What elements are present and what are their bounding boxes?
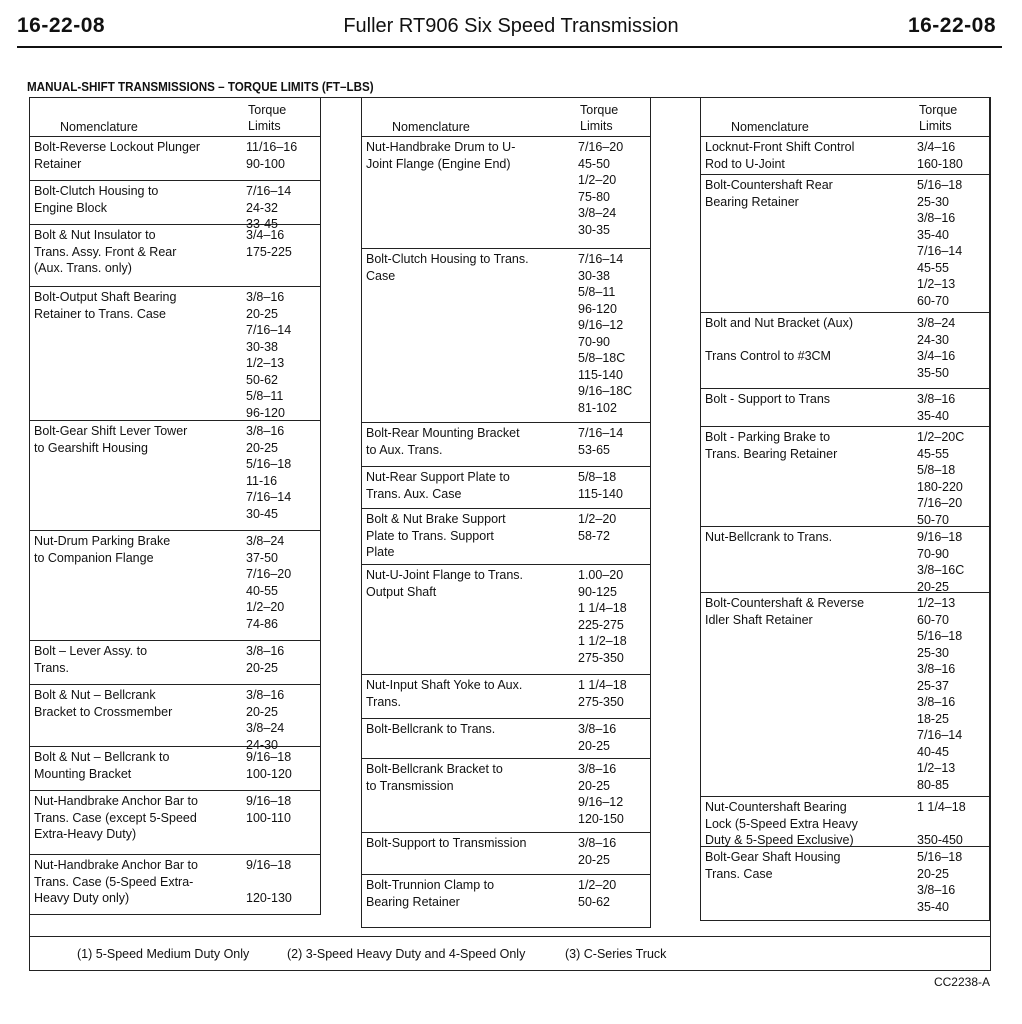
nomenclature-cell: Bolt-Rear Mounting Bracket to Aux. Trans. bbox=[366, 426, 520, 457]
nomenclature-cell: Bolt & Nut – Bellcrank to Mounting Bracket bbox=[34, 750, 170, 781]
table-row bbox=[30, 286, 320, 421]
header-torque-limits: Torque Limits bbox=[919, 103, 958, 133]
nomenclature-cell: Bolt-Countershaft Rear Bearing Retainer bbox=[705, 178, 833, 209]
nomenclature-cell: Bolt & Nut Insulator to Trans. Assy. Front & Rear (Aux. Trans. only) bbox=[34, 228, 177, 275]
table-row bbox=[362, 248, 650, 423]
nomenclature-cell: Nut-Handbrake Anchor Bar to Trans. Case (except 5-Speed Extra-Heavy Duty) bbox=[34, 794, 198, 841]
torque-limits-cell: 9/16–18 120-130 bbox=[246, 858, 292, 905]
nomenclature-cell: Bolt & Nut Brake Support Plate to Trans. Support Plate bbox=[366, 512, 506, 559]
nomenclature-cell: Bolt - Support to Trans bbox=[705, 392, 831, 406]
torque-limits-cell: 3/8–16 20-25 7/16–14 30-38 1/2–13 50-62 5/8–11 96-120 bbox=[246, 290, 292, 420]
table-header bbox=[362, 98, 650, 137]
table-row bbox=[362, 874, 650, 929]
torque-limits-cell: 3/8–16 20-25 bbox=[578, 836, 617, 867]
nomenclature-cell: Bolt-Countershaft & Reverse Idler Shaft Retainer bbox=[705, 596, 865, 627]
torque-table-3 bbox=[700, 97, 990, 921]
table-row bbox=[30, 790, 320, 855]
torque-limits-cell: 9/16–18 70-90 3/8–16C 20-25 bbox=[917, 530, 965, 594]
torque-limits-cell: 9/16–18 100-110 bbox=[246, 794, 292, 825]
nomenclature-cell: Nut-Handbrake Drum to U- Joint Flange (Engine End) bbox=[366, 140, 516, 171]
table-header bbox=[701, 98, 989, 137]
table-row bbox=[30, 640, 320, 685]
table-row bbox=[30, 684, 320, 752]
footnote-1: (1) 5-Speed Medium Duty Only bbox=[77, 947, 250, 961]
nomenclature-cell: Bolt-Bellcrank Bracket to to Transmission bbox=[366, 762, 503, 793]
torque-limits-cell: 1 1/4–18 350-450 bbox=[917, 800, 966, 847]
table-row bbox=[362, 466, 650, 509]
table-row bbox=[362, 832, 650, 875]
torque-limits-cell: 5/8–18 115-140 bbox=[578, 470, 623, 501]
torque-limits-cell: 1/2–13 60-70 5/16–18 25-30 3/8–16 25-37 3/8–16 18-25 7/16–14 40-45 1/2–13 80-85 bbox=[917, 596, 963, 792]
torque-limits-cell: 3/4–16 175-225 bbox=[246, 228, 292, 259]
table-row bbox=[30, 746, 320, 791]
footnotes bbox=[29, 936, 991, 972]
torque-limits-cell: 7/16–14 24-32 33-45 bbox=[246, 184, 292, 231]
table-row bbox=[362, 718, 650, 759]
table-row bbox=[701, 526, 989, 593]
nomenclature-cell: Nut-Countershaft Bearing Lock (5-Speed Extra Heavy Duty & 5-Speed Exclusive) bbox=[705, 800, 858, 847]
torque-limits-cell: 3/8–16 20-25 bbox=[578, 722, 617, 753]
page-number-left: 16-22-08 bbox=[17, 14, 106, 37]
table-row bbox=[701, 796, 989, 847]
table-row bbox=[701, 426, 989, 527]
table-row bbox=[30, 420, 320, 531]
table-row bbox=[30, 180, 320, 231]
nomenclature-cell: Bolt-Support to Transmission bbox=[366, 836, 527, 850]
torque-limits-cell: 3/4–16 160-180 bbox=[917, 140, 963, 171]
table-row bbox=[362, 508, 650, 565]
nomenclature-cell: Bolt-Trunnion Clamp to Bearing Retainer bbox=[366, 878, 495, 909]
header-nomenclature: Nomenclature bbox=[60, 120, 138, 134]
torque-table-1 bbox=[29, 97, 321, 915]
torque-limits-cell: 9/16–18 100-120 bbox=[246, 750, 292, 781]
header-nomenclature: Nomenclature bbox=[731, 120, 809, 134]
torque-limits-cell: 7/16–14 53-65 bbox=[578, 426, 624, 457]
page-number-right: 16-22-08 bbox=[907, 14, 996, 37]
table-row bbox=[362, 758, 650, 833]
torque-limits-cell: 3/8–16 20-25 9/16–12 120-150 bbox=[578, 762, 624, 826]
torque-limits-cell: 5/16–18 20-25 3/8–16 35-40 bbox=[917, 850, 963, 914]
table-row bbox=[362, 674, 650, 719]
torque-limits-cell: 3/8–16 20-25 5/16–18 11-16 7/16–14 30-45 bbox=[246, 424, 292, 521]
nomenclature-cell: Bolt-Output Shaft Bearing Retainer to Trans. Case bbox=[34, 290, 177, 321]
torque-limits-cell: 1.00–20 90-125 1 1/4–18 225-275 1 1/2–18 275-350 bbox=[578, 568, 627, 665]
header-nomenclature: Nomenclature bbox=[392, 120, 470, 134]
nomenclature-cell: Bolt-Gear Shift Lever Tower to Gearshift Housing bbox=[34, 424, 188, 455]
torque-limits-cell: 3/8–16 35-40 bbox=[917, 392, 956, 423]
header-torque-limits: Torque Limits bbox=[248, 103, 287, 133]
table-row bbox=[362, 136, 650, 249]
table-row bbox=[30, 854, 320, 916]
table-row bbox=[701, 174, 989, 313]
torque-limits-cell: 7/16–20 45-50 1/2–20 75-80 3/8–24 30-35 bbox=[578, 140, 624, 237]
footnote-2: (2) 3-Speed Heavy Duty and 4-Speed Only bbox=[287, 947, 526, 961]
footnote-3: (3) C-Series Truck bbox=[565, 947, 667, 961]
nomenclature-cell: Bolt-Reverse Lockout Plunger Retainer bbox=[34, 140, 201, 171]
nomenclature-cell: Nut-Handbrake Anchor Bar to Trans. Case (5-Speed Extra- Heavy Duty only) bbox=[34, 858, 198, 905]
nomenclature-cell: Bolt and Nut Bracket (Aux) Trans Control to #3CM bbox=[705, 316, 853, 363]
nomenclature-cell: Nut-Bellcrank to Trans. bbox=[705, 530, 833, 544]
table-row bbox=[30, 224, 320, 287]
torque-limits-cell: 3/8–16 20-25 3/8–24 24-30 bbox=[246, 688, 285, 752]
torque-limits-cell: 1/2–20 58-72 bbox=[578, 512, 617, 543]
torque-limits-cell: 3/8–24 37-50 7/16–20 40-55 1/2–20 74-86 bbox=[246, 534, 292, 631]
table-row bbox=[701, 312, 989, 389]
figure-code: CC2238-A bbox=[933, 975, 990, 989]
nomenclature-cell: Nut-Rear Support Plate to Trans. Aux. Case bbox=[366, 470, 510, 501]
torque-limits-cell: 7/16–14 30-38 5/8–11 96-120 9/16–12 70-90 5/8–18C 115-140 9/16–18C 81-102 bbox=[578, 252, 633, 415]
nomenclature-cell: Bolt & Nut – Bellcrank Bracket to Crossmember bbox=[34, 688, 173, 719]
table-header bbox=[30, 98, 320, 137]
table-row bbox=[30, 530, 320, 641]
torque-table-2 bbox=[361, 97, 651, 928]
torque-limits-cell: 11/16–16 90-100 bbox=[246, 140, 298, 171]
table-row bbox=[701, 846, 989, 922]
nomenclature-cell: Nut-Input Shaft Yoke to Aux. Trans. bbox=[366, 678, 523, 709]
table-row bbox=[701, 592, 989, 797]
torque-limits-cell: 1/2–20C 45-55 5/8–18 180-220 7/16–20 50-70 bbox=[917, 430, 965, 527]
table-row bbox=[362, 422, 650, 467]
table-row bbox=[30, 136, 320, 181]
nomenclature-cell: Nut-U-Joint Flange to Trans. Output Shaft bbox=[366, 568, 524, 599]
torque-limits-cell: 1 1/4–18 275-350 bbox=[578, 678, 627, 709]
nomenclature-cell: Bolt – Lever Assy. to Trans. bbox=[34, 644, 148, 675]
page-header bbox=[0, 0, 1022, 48]
nomenclature-cell: Bolt-Bellcrank to Trans. bbox=[366, 722, 496, 736]
nomenclature-cell: Nut-Drum Parking Brake to Companion Flange bbox=[34, 534, 171, 565]
header-rule bbox=[17, 46, 1002, 48]
torque-limits-cell: 5/16–18 25-30 3/8–16 35-40 7/16–14 45-55 1/2–13 60-70 bbox=[917, 178, 963, 308]
table-row bbox=[701, 136, 989, 175]
header-torque-limits: Torque Limits bbox=[580, 103, 619, 133]
table-row bbox=[701, 388, 989, 427]
nomenclature-cell: Bolt-Clutch Housing to Trans. Case bbox=[366, 252, 529, 283]
nomenclature-cell: Bolt-Gear Shaft Housing Trans. Case bbox=[705, 850, 841, 881]
nomenclature-cell: Bolt-Clutch Housing to Engine Block bbox=[34, 184, 159, 215]
nomenclature-cell: Bolt - Parking Brake to Trans. Bearing Retainer bbox=[705, 430, 838, 461]
torque-limits-cell: 1/2–20 50-62 bbox=[578, 878, 617, 909]
torque-limits-cell: 3/8–16 20-25 bbox=[246, 644, 285, 675]
torque-limits-cell: 3/8–24 24-30 3/4–16 35-50 bbox=[917, 316, 956, 380]
table-row bbox=[362, 564, 650, 675]
page-title: Fuller RT906 Six Speed Transmission bbox=[343, 15, 679, 37]
section-title: MANUAL-SHIFT TRANSMISSIONS – TORQUE LIMITS (FT–LBS) bbox=[27, 80, 374, 94]
nomenclature-cell: Locknut-Front Shift Control Rod to U-Joint bbox=[705, 140, 855, 171]
